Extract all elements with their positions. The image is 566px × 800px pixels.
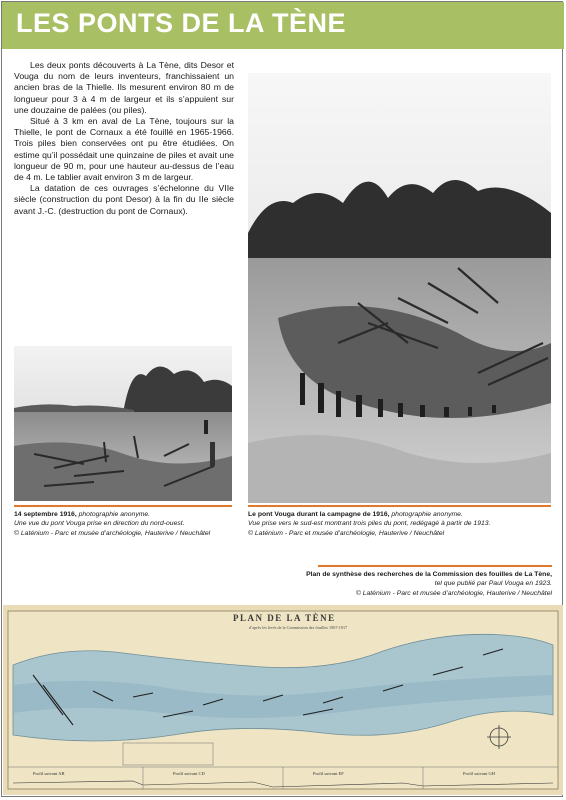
map-subtitle: d’après les levés de la Commission des fouilles 1907-1917 [248,625,348,630]
caption-large-credit: © Laténium - Parc et musée d’archéologie, Hauterive / Neuchâtel [248,529,445,537]
photo-pont-vouga-northwest [14,346,232,501]
caption-small-photo [14,510,239,538]
caption-large-desc: Vue prise vers le sud-est montrant trois piles du pont, redégagé à partir de 1913. [248,520,491,528]
profile-gh-label: Profil suivant GH [463,771,495,776]
profile-ef-label: Profil suivant EF [313,771,344,776]
caption-small-desc: Une vue du pont Vouga prise en direction du nord-ouest. [14,520,185,528]
caption-rule-large [248,505,551,507]
caption-plan-title: Plan de synthèse des recherches de la Commission des fouilles de La Tène, [306,571,552,578]
caption-rule-plan [318,565,552,567]
plan-de-la-tene-map [3,605,563,795]
intro-paragraph-3: La datation de ces ouvrages s’échelonne du VIIe siècle (construction du pont Desor) à la fin du IIe siècle avant J.-C. (destruction du pont de Cornaux). [14,183,234,216]
intro-paragraph-2: Situé à 3 km en aval de La Tène, toujours sur la Thielle, le pont de Cornaux a été fouillé en 1965-1966. Trois piles bien conservées ont pu être étudiées. On estime qu’il possédait une quinzaine de piles et avait une longueur de 90 m, pour une hauteur au-dessus de l’eau de 4 m. Le tablier avait environ 3 m de largeur. [14,116,234,183]
page-title: LES PONTS DE LA TÈNE [16,8,347,38]
caption-plan-credit: © Laténium - Parc et musée d’archéologie, Hauterive / Neuchâtel [355,589,552,597]
photo-pont-vouga-1916 [248,73,551,503]
caption-small-credit: © Laténium - Parc et musée d’archéologie, Hauterive / Neuchâtel [14,529,211,537]
map-title: PLAN DE LA TÈNE [233,613,336,623]
caption-large-photo [248,510,553,538]
intro-paragraph-1: Les deux ponts découverts à La Tène, dits Desor et Vouga du nom de leurs inventeurs, franchissaient un ancien bras de la Thielle. Ils mesurent environ 80 m de longueur pour 3 à 4 m de largeur et ils s’appuient sur une douzaine de palées (ou piles). [14,60,234,115]
title-banner [2,2,564,49]
caption-small-date: 14 septembre 1916, [14,511,77,518]
caption-plan-pub: tel que publié par Paul Vouga en 1923. [434,580,552,588]
profile-cd-label: Profil suivant CD [173,771,205,776]
intro-text [14,60,234,217]
caption-small-author: photographie anonyme. [76,511,151,518]
caption-large-title: Le pont Vouga durant la campagne de 1916, [248,511,390,518]
caption-large-author: photographie anonyme. [389,511,463,518]
caption-rule-small [14,505,232,507]
profile-ab-label: Profil suivant AB [33,771,65,776]
caption-plan [300,570,552,598]
